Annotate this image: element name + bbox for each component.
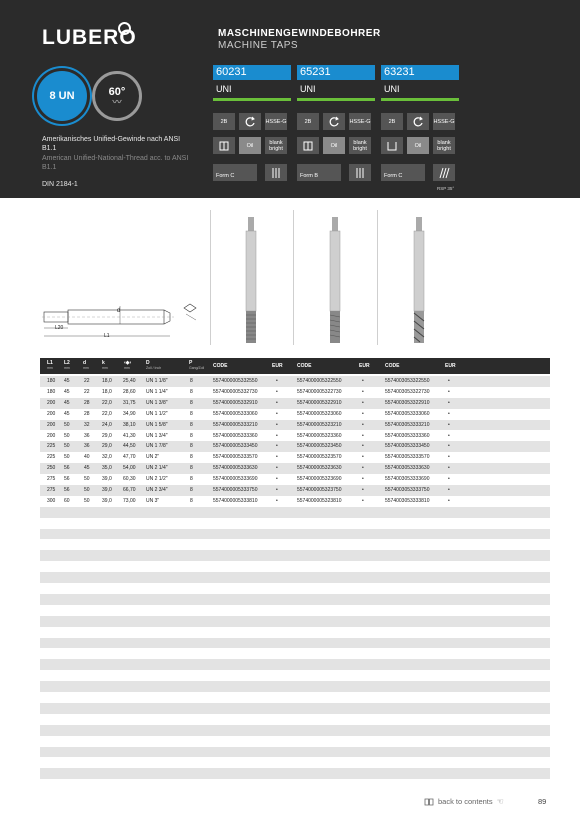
cell-code-2: 5574000005323750 bbox=[297, 487, 342, 493]
col-code-1: CODE bbox=[213, 363, 228, 369]
cell-code-3: 5574003053333750 bbox=[385, 487, 430, 493]
cell-code-1: 5574000005333210 bbox=[213, 421, 258, 428]
cell-eur-3: • bbox=[448, 443, 450, 450]
pitch-diameter-icon: ‹◆› bbox=[124, 360, 132, 366]
cell-eur-2: • bbox=[362, 443, 364, 450]
cell-d: 36 bbox=[84, 432, 90, 439]
cell-k: 35,0 bbox=[102, 465, 112, 472]
empty-table-row bbox=[40, 594, 550, 605]
empty-table-row bbox=[40, 747, 550, 758]
separator bbox=[293, 210, 294, 345]
cell-D: UN 2" bbox=[146, 454, 160, 461]
cell-d: 36 bbox=[84, 443, 90, 450]
cell-eur-2: • bbox=[362, 497, 364, 504]
empty-table-row bbox=[40, 659, 550, 670]
cell-eur-1: • bbox=[276, 388, 278, 395]
flute-icon bbox=[349, 164, 371, 181]
empty-table-row bbox=[40, 616, 550, 627]
cell-d: 45 bbox=[84, 465, 90, 472]
cell-d: 50 bbox=[84, 476, 90, 483]
coolant-icon: Oil bbox=[239, 137, 261, 154]
cell-eur-2: • bbox=[362, 432, 364, 439]
cell-code-3: 5574003053333810 bbox=[385, 497, 430, 504]
cell-l1: 200 bbox=[47, 432, 56, 439]
cell-D: UN 1 1/2" bbox=[146, 410, 168, 417]
cell-d: 32 bbox=[84, 421, 90, 428]
cell-D: UN 1 3/8" bbox=[146, 399, 168, 406]
cell-k: 39,0 bbox=[102, 497, 112, 504]
col-eur-1: EUR bbox=[272, 363, 283, 369]
cell-code-2: 5574000005322550 bbox=[297, 378, 342, 384]
cell-d: 50 bbox=[84, 497, 90, 504]
cell-P: 8 bbox=[190, 388, 193, 395]
empty-table-row bbox=[40, 507, 550, 518]
cell-code-3: 5574003053322550 bbox=[385, 378, 430, 384]
cell-eur-2: • bbox=[362, 399, 364, 406]
cell-eur-3: • bbox=[448, 454, 450, 461]
cell-code-3: 5574003053333690 bbox=[385, 476, 430, 483]
finish-icon: blank bright bbox=[433, 137, 455, 154]
cell-D: UN 2 3/4" bbox=[146, 487, 168, 493]
cell-k: 22,0 bbox=[102, 410, 112, 417]
cell-l1: 275 bbox=[47, 487, 56, 493]
cell-D: UN 1 1/4" bbox=[146, 388, 168, 395]
cell-l2: 56 bbox=[64, 476, 70, 483]
material-icon: HSSE-G bbox=[349, 113, 371, 130]
cell-eur-2: • bbox=[362, 421, 364, 428]
cell-l1: 225 bbox=[47, 443, 56, 450]
cell-P: 8 bbox=[190, 454, 193, 461]
cell-P: 8 bbox=[190, 476, 193, 483]
cell-l2: 50 bbox=[64, 454, 70, 461]
cell-code-3: 5574003053333210 bbox=[385, 421, 430, 428]
cell-eur-1: • bbox=[276, 410, 278, 417]
cell-eur-3: • bbox=[448, 487, 450, 493]
cell-code-2: 5574000005323210 bbox=[297, 421, 342, 428]
tap-image-spiral-point bbox=[320, 215, 350, 345]
cell-D: UN 1 7/8" bbox=[146, 443, 168, 450]
cell-eur-1: • bbox=[276, 497, 278, 504]
cell-l2: 50 bbox=[64, 432, 70, 439]
cell-d2: 38,10 bbox=[123, 421, 136, 428]
cell-l1: 275 bbox=[47, 476, 56, 483]
cell-l1: 200 bbox=[47, 410, 56, 417]
cell-eur-3: • bbox=[448, 378, 450, 384]
cell-P: 8 bbox=[190, 432, 193, 439]
cell-code-3: 5574003053333450 bbox=[385, 443, 430, 450]
cell-P: 8 bbox=[190, 465, 193, 472]
cell-k: 18,0 bbox=[102, 388, 112, 395]
cell-d2: 31,75 bbox=[123, 399, 136, 406]
cell-k: 39,0 bbox=[102, 476, 112, 483]
product-type: UNI bbox=[384, 84, 400, 94]
cell-d: 22 bbox=[84, 388, 90, 395]
cell-l2: 45 bbox=[64, 388, 70, 395]
col-k: k mm bbox=[102, 360, 108, 370]
cell-D: UN 1 1/8" bbox=[146, 378, 168, 384]
cell-code-2: 5574000005323630 bbox=[297, 465, 342, 472]
cell-eur-2: • bbox=[362, 454, 364, 461]
cell-P: 8 bbox=[190, 421, 193, 428]
norm-label: DIN 2184-1 bbox=[42, 181, 78, 188]
table-row bbox=[40, 474, 550, 485]
accent-bar bbox=[213, 98, 291, 101]
rotation-icon bbox=[323, 113, 345, 130]
blind-hole-icon bbox=[381, 137, 403, 154]
col-l2: L2 mm bbox=[64, 360, 70, 370]
cell-eur-2: • bbox=[362, 388, 364, 395]
cell-k: 29,0 bbox=[102, 443, 112, 450]
cell-code-3: 5574003053333360 bbox=[385, 432, 430, 439]
empty-table-row bbox=[40, 725, 550, 736]
cell-eur-1: • bbox=[276, 421, 278, 428]
cell-code-1: 5574000005333810 bbox=[213, 497, 258, 504]
cell-l2: 50 bbox=[64, 421, 70, 428]
cell-code-2: 5574000005323360 bbox=[297, 432, 342, 439]
back-to-contents-label: back to contents bbox=[438, 797, 493, 806]
table-row bbox=[40, 387, 550, 398]
cell-d2: 66,70 bbox=[123, 487, 136, 493]
cell-eur-2: • bbox=[362, 487, 364, 493]
cell-d: 28 bbox=[84, 399, 90, 406]
cell-eur-2: • bbox=[362, 410, 364, 417]
cell-d2: 73,00 bbox=[123, 497, 136, 504]
col-P: P Gang/Zoll bbox=[189, 360, 205, 370]
page-subtitle: MACHINE TAPS bbox=[218, 40, 299, 51]
cell-code-2: 5574000005322910 bbox=[297, 399, 342, 406]
cell-eur-2: • bbox=[362, 465, 364, 472]
through-hole-icon bbox=[297, 137, 319, 154]
accent-bar bbox=[297, 98, 375, 101]
cell-D: UN 1 3/4" bbox=[146, 432, 168, 439]
cell-l2: 45 bbox=[64, 378, 70, 384]
thread-badge: 8 UN bbox=[37, 71, 87, 121]
cell-P: 8 bbox=[190, 443, 193, 450]
product-type: UNI bbox=[216, 84, 232, 94]
cell-code-1: 5574000005333690 bbox=[213, 476, 258, 483]
description-en: American Unified-National-Thread acc. to ANSI B1.1 bbox=[42, 155, 189, 171]
material-icon: HSSE-G bbox=[433, 113, 455, 130]
cell-l1: 180 bbox=[47, 378, 56, 384]
cell-code-1: 5574000005333750 bbox=[213, 487, 258, 493]
logo-ring-icon bbox=[118, 22, 131, 35]
cell-D: UN 2 1/2" bbox=[146, 476, 168, 483]
cell-l2: 60 bbox=[64, 497, 70, 504]
tolerance-icon: 2B bbox=[381, 113, 403, 130]
cell-eur-1: • bbox=[276, 487, 278, 493]
rotation-icon bbox=[407, 113, 429, 130]
cell-code-1: 5574000005333630 bbox=[213, 465, 258, 472]
cell-P: 8 bbox=[190, 497, 193, 504]
page-title: MASCHINENGEWINDEBOHRER bbox=[218, 28, 381, 39]
cell-l1: 250 bbox=[47, 465, 56, 472]
cell-d2: 60,30 bbox=[123, 476, 136, 483]
coolant-icon: Oil bbox=[323, 137, 345, 154]
cell-d2: 25,40 bbox=[123, 378, 136, 384]
separator bbox=[210, 210, 211, 345]
cell-eur-3: • bbox=[448, 432, 450, 439]
cell-P: 8 bbox=[190, 378, 193, 384]
cell-eur-2: • bbox=[362, 378, 364, 384]
cell-d: 40 bbox=[84, 454, 90, 461]
cell-code-3: 5574003053333060 bbox=[385, 410, 430, 417]
table-header bbox=[40, 358, 550, 374]
cell-code-2: 5574000005323570 bbox=[297, 454, 342, 461]
cell-code-1: 5574000005333360 bbox=[213, 432, 258, 439]
description-de: Amerikanisches Unified-Gewinde nach ANSI B1.1 bbox=[42, 136, 181, 152]
cell-eur-1: • bbox=[276, 378, 278, 384]
form-icon: Form C bbox=[381, 164, 425, 181]
table-row bbox=[40, 485, 550, 496]
cell-l2: 45 bbox=[64, 399, 70, 406]
angle-value: 60° bbox=[108, 86, 126, 98]
cell-code-1: 5574000005333450 bbox=[213, 443, 258, 450]
cell-l2: 56 bbox=[64, 487, 70, 493]
cell-code-3: 5574003053322910 bbox=[385, 399, 430, 406]
cell-l2: 45 bbox=[64, 410, 70, 417]
cell-d: 50 bbox=[84, 487, 90, 493]
cell-eur-3: • bbox=[448, 476, 450, 483]
cell-code-2: 5574000005323810 bbox=[297, 497, 342, 504]
finish-icon: blank bright bbox=[349, 137, 371, 154]
material-icon: HSSE-G bbox=[265, 113, 287, 130]
product-number: 63231 bbox=[381, 65, 459, 80]
cell-eur-1: • bbox=[276, 399, 278, 406]
tolerance-icon: 2B bbox=[213, 113, 235, 130]
col-code-2: CODE bbox=[297, 363, 312, 369]
product-number: 65231 bbox=[297, 65, 375, 80]
product-column-2 bbox=[297, 65, 375, 101]
col-l1: L1 mm bbox=[47, 360, 53, 370]
cell-code-3: 5574003053322730 bbox=[385, 388, 430, 395]
cell-P: 8 bbox=[190, 399, 193, 406]
cell-code-2: 5574000005323450 bbox=[297, 443, 342, 450]
cell-k: 39,0 bbox=[102, 487, 112, 493]
col-d: d mm bbox=[83, 360, 89, 370]
empty-table-row bbox=[40, 768, 550, 779]
cell-d: 28 bbox=[84, 410, 90, 417]
table-row bbox=[40, 376, 550, 387]
cell-eur-3: • bbox=[448, 399, 450, 406]
rotation-icon bbox=[239, 113, 261, 130]
empty-table-row bbox=[40, 638, 550, 649]
col-code-3: CODE bbox=[385, 363, 400, 369]
col-eur-2: EUR bbox=[359, 363, 370, 369]
coolant-icon: Oil bbox=[407, 137, 429, 154]
cell-code-1: 5574000005333570 bbox=[213, 454, 258, 461]
tap-image-straight bbox=[236, 215, 266, 345]
cell-eur-3: • bbox=[448, 388, 450, 395]
col-D: D Zoll / Inch bbox=[146, 360, 162, 370]
back-to-contents-link[interactable] bbox=[424, 797, 504, 806]
cell-d2: 54,00 bbox=[123, 465, 136, 472]
table-row bbox=[40, 452, 550, 463]
cell-l1: 200 bbox=[47, 421, 56, 428]
cell-eur-1: • bbox=[276, 454, 278, 461]
empty-table-row bbox=[40, 550, 550, 561]
cell-k: 18,0 bbox=[102, 378, 112, 384]
table-row bbox=[40, 409, 550, 420]
empty-table-row bbox=[40, 529, 550, 540]
page-number: 89 bbox=[538, 797, 547, 806]
tolerance-icon: 2B bbox=[297, 113, 319, 130]
accent-bar bbox=[381, 98, 459, 101]
separator bbox=[377, 210, 378, 345]
cell-l1: 225 bbox=[47, 454, 56, 461]
cell-code-2: 5574000005323690 bbox=[297, 476, 342, 483]
angle-badge bbox=[92, 71, 142, 121]
form-icon: Form B bbox=[297, 164, 341, 181]
cell-k: 29,0 bbox=[102, 432, 112, 439]
cell-code-1: 5574000005332910 bbox=[213, 399, 258, 406]
flute-icon bbox=[265, 164, 287, 181]
product-number: 60231 bbox=[213, 65, 291, 80]
tap-image-spiral-flute bbox=[404, 215, 434, 345]
cell-d2: 44,50 bbox=[123, 443, 136, 450]
empty-table-row bbox=[40, 703, 550, 714]
cell-P: 8 bbox=[190, 487, 193, 493]
cell-eur-1: • bbox=[276, 476, 278, 483]
cell-d2: 34,90 bbox=[123, 410, 136, 417]
spiral-angle-note: RSP 35° bbox=[437, 186, 455, 191]
table-row bbox=[40, 496, 550, 507]
cell-code-3: 5574003053333630 bbox=[385, 465, 430, 472]
drawing-label-l1: L1 bbox=[104, 333, 110, 339]
cell-code-1: 5574000005332730 bbox=[213, 388, 258, 395]
product-type: UNI bbox=[300, 84, 316, 94]
cell-code-1: 5574000005332550 bbox=[213, 378, 258, 384]
product-column-1 bbox=[213, 65, 291, 101]
cell-P: 8 bbox=[190, 410, 193, 417]
cell-k: 24,0 bbox=[102, 421, 112, 428]
empty-table-row bbox=[40, 681, 550, 692]
table-row bbox=[40, 398, 550, 409]
table-row bbox=[40, 431, 550, 442]
empty-table-row bbox=[40, 572, 550, 583]
cell-code-2: 5574000005323060 bbox=[297, 410, 342, 417]
col-eur-3: EUR bbox=[445, 363, 456, 369]
cell-d2: 47,70 bbox=[123, 454, 136, 461]
thread-wave-icon: 〰 bbox=[112, 97, 122, 107]
spiral-flute-icon bbox=[433, 164, 455, 181]
cell-code-2: 5574000005322730 bbox=[297, 388, 342, 395]
product-column-3 bbox=[381, 65, 459, 101]
cell-l2: 50 bbox=[64, 443, 70, 450]
cell-D: UN 2 1/4" bbox=[146, 465, 168, 472]
cell-eur-3: • bbox=[448, 465, 450, 472]
table-row bbox=[40, 441, 550, 452]
form-icon: Form C bbox=[213, 164, 257, 181]
cell-k: 22,0 bbox=[102, 399, 112, 406]
book-icon bbox=[424, 798, 434, 806]
cell-l1: 180 bbox=[47, 388, 56, 395]
table-row bbox=[40, 420, 550, 431]
pointer-hand-icon: ☜ bbox=[496, 797, 504, 806]
cell-eur-3: • bbox=[448, 410, 450, 417]
through-hole-icon bbox=[213, 137, 235, 154]
cell-D: UN 1 5/8" bbox=[146, 421, 168, 428]
cell-eur-3: • bbox=[448, 421, 450, 428]
cell-eur-2: • bbox=[362, 476, 364, 483]
cell-l2: 56 bbox=[64, 465, 70, 472]
cell-eur-1: • bbox=[276, 443, 278, 450]
cell-l1: 300 bbox=[47, 497, 56, 504]
table-row bbox=[40, 463, 550, 474]
cell-eur-3: • bbox=[448, 497, 450, 504]
cell-D: UN 3" bbox=[146, 497, 160, 504]
header-band bbox=[0, 0, 580, 198]
cell-eur-1: • bbox=[276, 432, 278, 439]
cell-d2: 28,60 bbox=[123, 388, 136, 395]
cell-code-1: 5574000005333060 bbox=[213, 410, 258, 417]
brand-logo: LUBERO bbox=[42, 26, 137, 49]
drawing-label-l2: L20 bbox=[55, 325, 64, 331]
cell-k: 32,0 bbox=[102, 454, 112, 461]
cell-l1: 200 bbox=[47, 399, 56, 406]
drawing-label-d: d bbox=[117, 308, 121, 314]
cell-code-3: 5574003053333570 bbox=[385, 454, 430, 461]
finish-icon: blank bright bbox=[265, 137, 287, 154]
cell-eur-1: • bbox=[276, 465, 278, 472]
cell-d: 22 bbox=[84, 378, 90, 384]
cell-d2: 41,30 bbox=[123, 432, 136, 439]
col-d2: ‹◆› mm bbox=[124, 360, 132, 370]
